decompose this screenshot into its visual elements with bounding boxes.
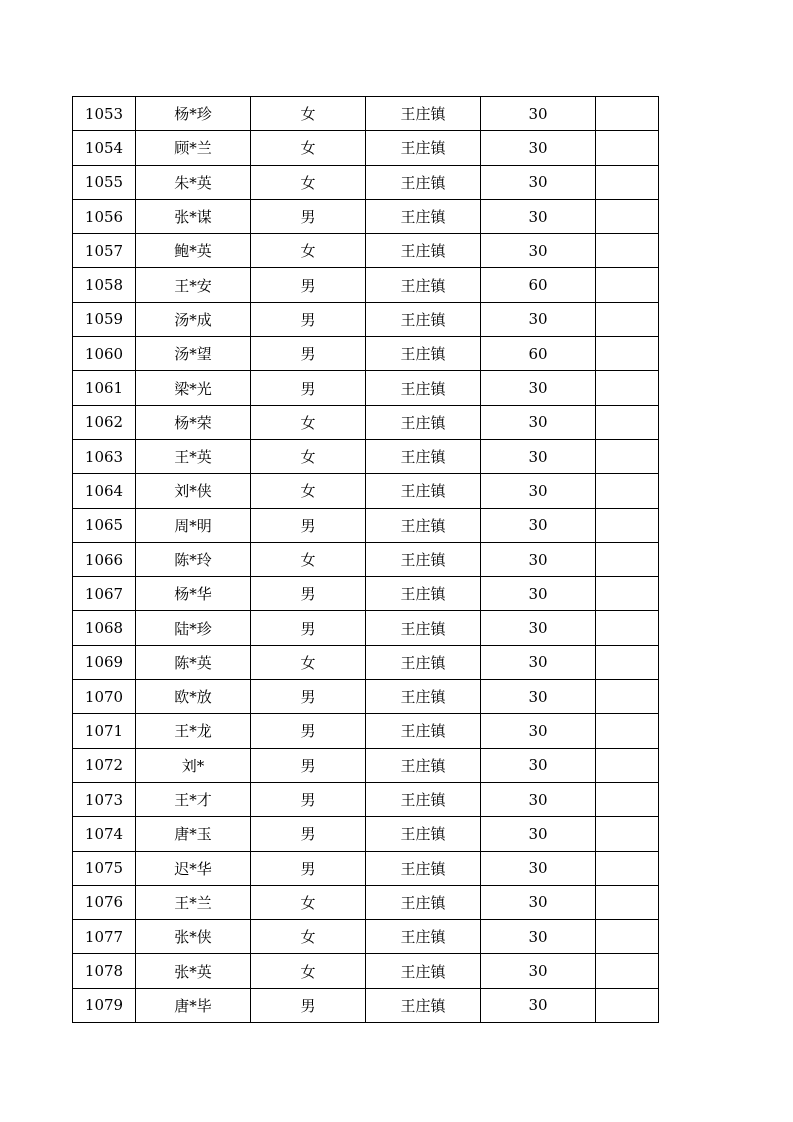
amount-cell: 30 (481, 474, 596, 508)
note-cell (596, 885, 659, 919)
table-row (73, 920, 659, 954)
record-number-cell: 1057 (73, 234, 136, 268)
name-cell: 张*谋 (136, 199, 251, 233)
name-cell: 王*兰 (136, 885, 251, 919)
sex-cell: 男 (251, 851, 366, 885)
note-cell (596, 337, 659, 371)
amount-cell: 30 (481, 920, 596, 954)
town-cell: 王庄镇 (366, 782, 481, 816)
name-cell: 王*才 (136, 782, 251, 816)
name-cell: 王*英 (136, 439, 251, 473)
table-row (73, 97, 659, 131)
amount-cell: 30 (481, 748, 596, 782)
name-cell: 汤*成 (136, 302, 251, 336)
record-number-cell: 1066 (73, 542, 136, 576)
town-cell: 王庄镇 (366, 234, 481, 268)
note-cell (596, 577, 659, 611)
note-cell (596, 199, 659, 233)
amount-cell: 60 (481, 268, 596, 302)
table-row (73, 508, 659, 542)
town-cell: 王庄镇 (366, 508, 481, 542)
table-row (73, 680, 659, 714)
town-cell: 王庄镇 (366, 302, 481, 336)
amount-cell: 30 (481, 165, 596, 199)
table-row (73, 645, 659, 679)
amount-cell: 30 (481, 542, 596, 576)
sex-cell: 女 (251, 439, 366, 473)
name-cell: 唐*玉 (136, 817, 251, 851)
record-number-cell: 1063 (73, 439, 136, 473)
note-cell (596, 508, 659, 542)
amount-cell: 60 (481, 337, 596, 371)
town-cell: 王庄镇 (366, 268, 481, 302)
table-row (73, 199, 659, 233)
sex-cell: 女 (251, 131, 366, 165)
amount-cell: 30 (481, 851, 596, 885)
town-cell: 王庄镇 (366, 954, 481, 988)
record-number-cell: 1054 (73, 131, 136, 165)
table-row (73, 577, 659, 611)
record-number-cell: 1067 (73, 577, 136, 611)
table-row (73, 748, 659, 782)
amount-cell: 30 (481, 817, 596, 851)
sex-cell: 女 (251, 165, 366, 199)
town-cell: 王庄镇 (366, 988, 481, 1022)
town-cell: 王庄镇 (366, 645, 481, 679)
record-number-cell: 1070 (73, 680, 136, 714)
table-row (73, 954, 659, 988)
note-cell (596, 714, 659, 748)
sex-cell: 女 (251, 474, 366, 508)
table-body (73, 97, 659, 1023)
note-cell (596, 817, 659, 851)
amount-cell: 30 (481, 714, 596, 748)
name-cell: 朱*英 (136, 165, 251, 199)
name-cell: 杨*华 (136, 577, 251, 611)
name-cell: 周*明 (136, 508, 251, 542)
record-number-cell: 1061 (73, 371, 136, 405)
town-cell: 王庄镇 (366, 851, 481, 885)
sex-cell: 男 (251, 680, 366, 714)
name-cell: 王*龙 (136, 714, 251, 748)
note-cell (596, 234, 659, 268)
record-number-cell: 1077 (73, 920, 136, 954)
sex-cell: 男 (251, 371, 366, 405)
name-cell: 刘* (136, 748, 251, 782)
record-number-cell: 1071 (73, 714, 136, 748)
name-cell: 梁*光 (136, 371, 251, 405)
note-cell (596, 405, 659, 439)
records-table (72, 96, 659, 1023)
amount-cell: 30 (481, 199, 596, 233)
town-cell: 王庄镇 (366, 165, 481, 199)
amount-cell: 30 (481, 645, 596, 679)
note-cell (596, 748, 659, 782)
note-cell (596, 680, 659, 714)
note-cell (596, 131, 659, 165)
record-number-cell: 1068 (73, 611, 136, 645)
town-cell: 王庄镇 (366, 474, 481, 508)
record-number-cell: 1060 (73, 337, 136, 371)
sex-cell: 男 (251, 268, 366, 302)
sex-cell: 男 (251, 577, 366, 611)
note-cell (596, 97, 659, 131)
name-cell: 张*侠 (136, 920, 251, 954)
note-cell (596, 439, 659, 473)
amount-cell: 30 (481, 611, 596, 645)
note-cell (596, 954, 659, 988)
record-number-cell: 1078 (73, 954, 136, 988)
name-cell: 陈*英 (136, 645, 251, 679)
sex-cell: 男 (251, 611, 366, 645)
record-number-cell: 1073 (73, 782, 136, 816)
name-cell: 顾*兰 (136, 131, 251, 165)
town-cell: 王庄镇 (366, 199, 481, 233)
record-number-cell: 1074 (73, 817, 136, 851)
town-cell: 王庄镇 (366, 131, 481, 165)
note-cell (596, 165, 659, 199)
town-cell: 王庄镇 (366, 577, 481, 611)
sex-cell: 女 (251, 405, 366, 439)
sex-cell: 女 (251, 954, 366, 988)
town-cell: 王庄镇 (366, 748, 481, 782)
town-cell: 王庄镇 (366, 542, 481, 576)
record-number-cell: 1055 (73, 165, 136, 199)
amount-cell: 30 (481, 954, 596, 988)
town-cell: 王庄镇 (366, 337, 481, 371)
name-cell: 欧*放 (136, 680, 251, 714)
table-row (73, 302, 659, 336)
note-cell (596, 851, 659, 885)
table-row (73, 474, 659, 508)
town-cell: 王庄镇 (366, 920, 481, 954)
record-number-cell: 1056 (73, 199, 136, 233)
table-row (73, 782, 659, 816)
town-cell: 王庄镇 (366, 714, 481, 748)
record-number-cell: 1058 (73, 268, 136, 302)
sex-cell: 男 (251, 817, 366, 851)
amount-cell: 30 (481, 988, 596, 1022)
amount-cell: 30 (481, 302, 596, 336)
name-cell: 陆*珍 (136, 611, 251, 645)
table-row (73, 611, 659, 645)
table-row (73, 234, 659, 268)
name-cell: 杨*荣 (136, 405, 251, 439)
amount-cell: 30 (481, 439, 596, 473)
table-row (73, 817, 659, 851)
note-cell (596, 988, 659, 1022)
table-row (73, 542, 659, 576)
sex-cell: 男 (251, 988, 366, 1022)
sex-cell: 女 (251, 234, 366, 268)
record-number-cell: 1065 (73, 508, 136, 542)
record-number-cell: 1053 (73, 97, 136, 131)
table-row (73, 885, 659, 919)
town-cell: 王庄镇 (366, 371, 481, 405)
town-cell: 王庄镇 (366, 405, 481, 439)
name-cell: 刘*侠 (136, 474, 251, 508)
table-row (73, 988, 659, 1022)
note-cell (596, 611, 659, 645)
sex-cell: 女 (251, 542, 366, 576)
table-row (73, 439, 659, 473)
town-cell: 王庄镇 (366, 611, 481, 645)
note-cell (596, 302, 659, 336)
record-number-cell: 1079 (73, 988, 136, 1022)
note-cell (596, 920, 659, 954)
sex-cell: 女 (251, 885, 366, 919)
town-cell: 王庄镇 (366, 97, 481, 131)
record-number-cell: 1064 (73, 474, 136, 508)
note-cell (596, 268, 659, 302)
amount-cell: 30 (481, 234, 596, 268)
record-number-cell: 1072 (73, 748, 136, 782)
amount-cell: 30 (481, 405, 596, 439)
amount-cell: 30 (481, 131, 596, 165)
sex-cell: 男 (251, 302, 366, 336)
table-row (73, 165, 659, 199)
record-number-cell: 1069 (73, 645, 136, 679)
table-row (73, 268, 659, 302)
note-cell (596, 371, 659, 405)
sex-cell: 男 (251, 508, 366, 542)
sex-cell: 女 (251, 920, 366, 954)
note-cell (596, 474, 659, 508)
amount-cell: 30 (481, 782, 596, 816)
table-row (73, 714, 659, 748)
table-row (73, 851, 659, 885)
table-row (73, 337, 659, 371)
amount-cell: 30 (481, 371, 596, 405)
town-cell: 王庄镇 (366, 439, 481, 473)
record-number-cell: 1075 (73, 851, 136, 885)
name-cell: 鲍*英 (136, 234, 251, 268)
name-cell: 杨*珍 (136, 97, 251, 131)
amount-cell: 30 (481, 97, 596, 131)
table-row (73, 405, 659, 439)
name-cell: 陈*玲 (136, 542, 251, 576)
sex-cell: 男 (251, 199, 366, 233)
note-cell (596, 782, 659, 816)
name-cell: 唐*毕 (136, 988, 251, 1022)
record-number-cell: 1076 (73, 885, 136, 919)
table-row (73, 131, 659, 165)
table-row (73, 371, 659, 405)
town-cell: 王庄镇 (366, 680, 481, 714)
sex-cell: 女 (251, 645, 366, 679)
amount-cell: 30 (481, 577, 596, 611)
name-cell: 迟*华 (136, 851, 251, 885)
sex-cell: 男 (251, 714, 366, 748)
name-cell: 王*安 (136, 268, 251, 302)
sex-cell: 女 (251, 97, 366, 131)
amount-cell: 30 (481, 508, 596, 542)
record-number-cell: 1059 (73, 302, 136, 336)
town-cell: 王庄镇 (366, 817, 481, 851)
sex-cell: 男 (251, 782, 366, 816)
name-cell: 汤*望 (136, 337, 251, 371)
town-cell: 王庄镇 (366, 885, 481, 919)
sex-cell: 男 (251, 337, 366, 371)
record-number-cell: 1062 (73, 405, 136, 439)
amount-cell: 30 (481, 680, 596, 714)
note-cell (596, 542, 659, 576)
note-cell (596, 645, 659, 679)
name-cell: 张*英 (136, 954, 251, 988)
sex-cell: 男 (251, 748, 366, 782)
amount-cell: 30 (481, 885, 596, 919)
